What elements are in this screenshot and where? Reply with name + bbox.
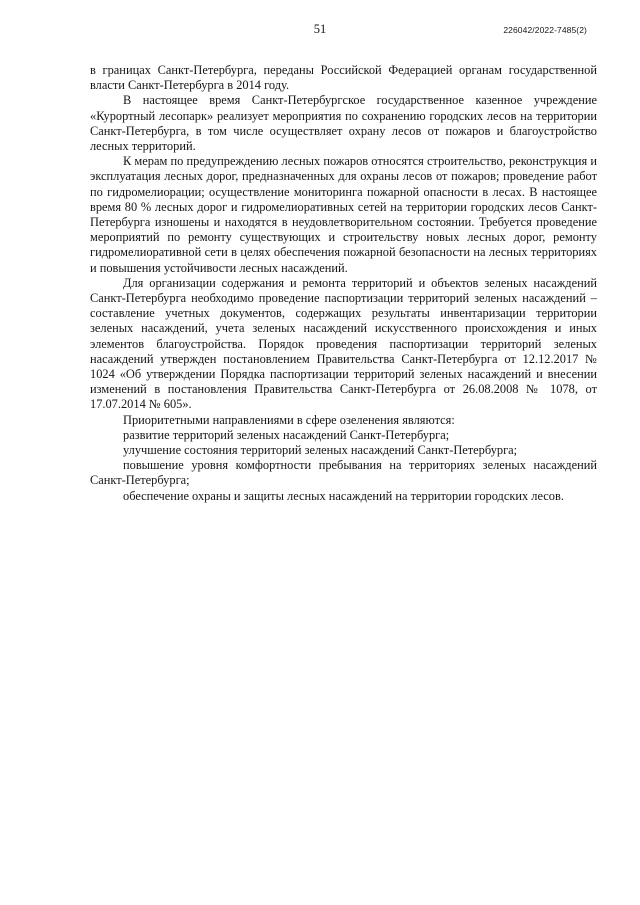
priority-item: повышение уровня комфортности пребывания на территориях зеленых насаждений Санкт-Петербурга; bbox=[90, 458, 597, 488]
paragraph-certification: Для организации содержания и ремонта территорий и объектов зеленых насаждений Санкт-Петербурга необходимо проведение паспортизации территорий зеленых насаждений – составление учетных документов, содержащих результаты инвентаризации территории зеленых насаждений, учета зеленых насаждений искусственного происхождения и иных элементов благоустройства. Порядок проведения паспортизации территорий зеленых насаждений утвержден постановлением Правительства Санкт-Петербурга от 12.12.2017 № 1024 «Об утверждении Порядка паспортизации территорий зеленых насаждений и внесении изменений в постановления Правительства Санкт-Петербурга от 26.08.2008 № 1078, от 17.07.2014 № 605». bbox=[90, 275, 597, 412]
paragraph-continuation: в границах Санкт-Петербурга, переданы Российской Федерацией органам государственной власти Санкт-Петербурга в 2014 году. bbox=[90, 63, 597, 93]
paragraph-kurortny-lesopark: В настоящее время Санкт-Петербургское государственное казенное учреждение «Курортный лесопарк» реализует мероприятия по сохранению городских лесов на территории Санкт-Петербурга, в том числе осуществляет охрану лесов от пожаров и благоустройство лесных территорий. bbox=[90, 93, 597, 154]
page-number: 51 bbox=[313, 22, 327, 36]
paragraph-fire-prevention: К мерам по предупреждению лесных пожаров относятся строительство, реконструкция и эксплуатация лесных дорог, предназначенных для охраны лесов от пожаров; проведение работ по гидромелиорации; осуществление мониторинга пожарной опасности в лесах. В настоящее время 80 % лесных дорог и гидромелиоративных сетей на территории городских лесов Санкт-Петербурга изношены и находятся в неудовлетворительном состоянии. Требуется проведение мероприятий по ремонту существующих и строительству новых лесных дорог, ремонту гидромелиоративной сети в целях обеспечения пожарной безопасности на лесных территориях и повышения устойчивости лесных насаждений. bbox=[90, 154, 597, 275]
priority-item: обеспечение охраны и защиты лесных насаждений на территории городских лесов. bbox=[123, 488, 564, 503]
paragraph-priorities-intro: Приоритетными направлениями в сфере озеленения являются: bbox=[123, 412, 455, 427]
document-id: 226042/2022-7485(2) bbox=[503, 25, 587, 35]
priority-item: улучшение состояния территорий зеленых насаждений Санкт-Петербурга; bbox=[123, 443, 518, 458]
priority-item: развитие территорий зеленых насаждений Санкт-Петербурга; bbox=[123, 427, 450, 442]
document-body bbox=[90, 63, 597, 504]
